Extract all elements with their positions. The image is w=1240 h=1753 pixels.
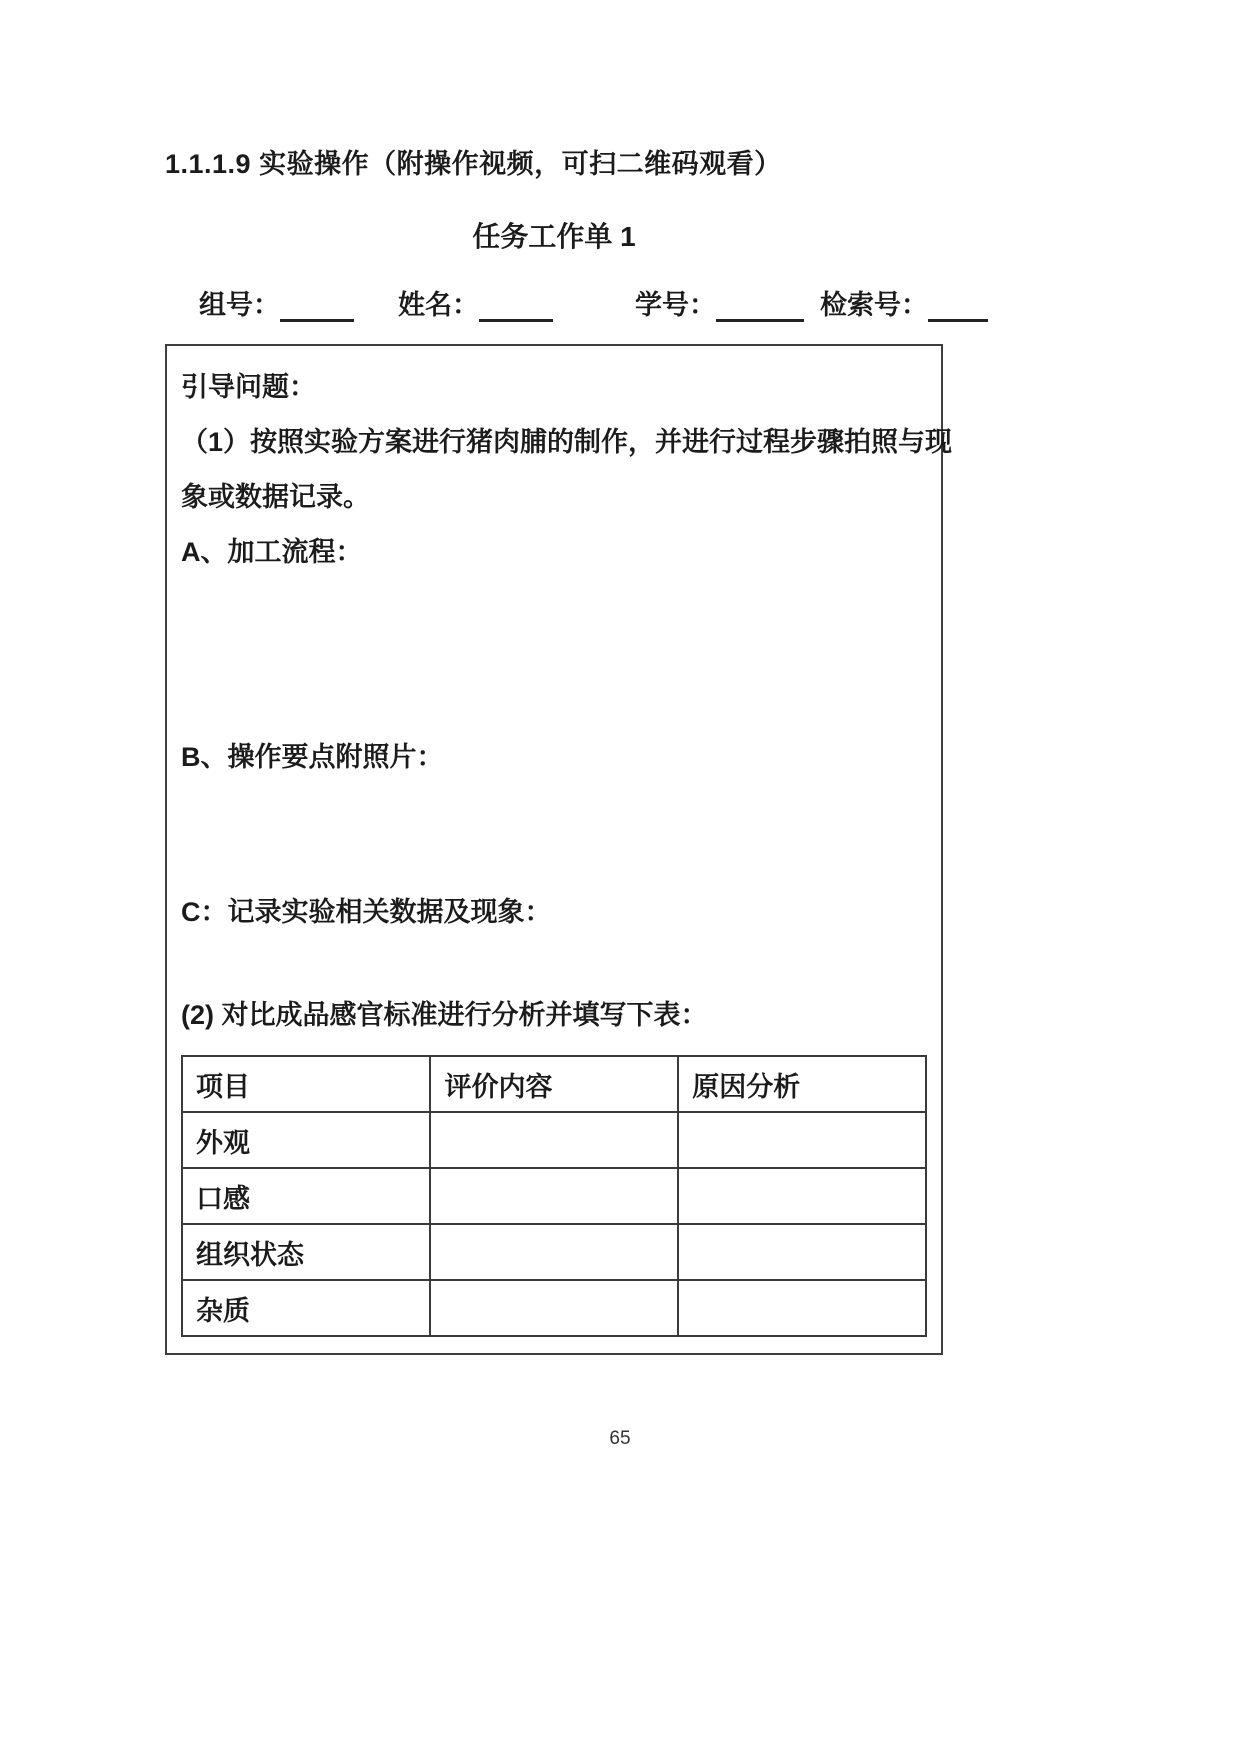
group-number-blank	[280, 294, 354, 322]
table-header-evaluation: 评价内容	[430, 1056, 678, 1112]
section-heading: 1.1.1.9 实验操作（附操作视频，可扫二维码观看）	[165, 149, 782, 179]
guide-questions-label: 引导问题：	[181, 372, 316, 402]
worksheet-title: 任务工作单 1	[472, 221, 636, 252]
field-index-number	[820, 283, 988, 322]
table-cell-empty	[430, 1224, 678, 1280]
info-fields-row	[165, 283, 943, 322]
field-group-number	[199, 283, 398, 322]
index-number-blank	[928, 294, 988, 322]
section-a-answer-space	[181, 580, 927, 730]
guided-questions-box	[165, 344, 953, 1355]
field-label-student-id: 学号：	[635, 290, 716, 320]
evaluation-table	[181, 1055, 927, 1337]
page-number: 65	[609, 1428, 631, 1449]
table-cell-empty	[678, 1168, 926, 1224]
table-row-label: 杂质	[182, 1280, 430, 1336]
field-label-index-number: 检索号：	[820, 290, 928, 320]
question-1-line-2: 象或数据记录。	[181, 482, 370, 512]
section-c-label: C：记录实验相关数据及现象：	[181, 897, 552, 927]
table-row	[182, 1112, 926, 1168]
question-1-line-1: （1）按照实验方案进行猪肉脯的制作，并进行过程步骤拍照与现	[181, 427, 953, 457]
table-header-reason: 原因分析	[678, 1056, 926, 1112]
table-row	[182, 1280, 926, 1336]
field-name	[398, 283, 635, 322]
table-row	[182, 1224, 926, 1280]
table-cell-empty	[678, 1224, 926, 1280]
name-blank	[479, 294, 553, 322]
table-header-row	[182, 1056, 926, 1112]
section-b-answer-space	[181, 785, 927, 885]
document-content	[165, 142, 953, 1355]
section-b-label: B、操作要点附照片：	[181, 742, 444, 772]
table-row	[182, 1168, 926, 1224]
section-c-answer-space	[181, 940, 927, 988]
table-row-label: 外观	[182, 1112, 430, 1168]
field-label-group-number: 组号：	[199, 290, 280, 320]
table-cell-empty	[678, 1280, 926, 1336]
table-header-item: 项目	[182, 1056, 430, 1112]
field-label-name: 姓名：	[398, 290, 479, 320]
table-row-label: 组织状态	[182, 1224, 430, 1280]
question-2-text: (2) 对比成品感官标准进行分析并填写下表：	[181, 1000, 708, 1030]
table-row-label: 口感	[182, 1168, 430, 1224]
field-student-id	[635, 283, 820, 322]
table-cell-empty	[430, 1168, 678, 1224]
table-cell-empty	[678, 1112, 926, 1168]
table-cell-empty	[430, 1280, 678, 1336]
section-a-label: A、加工流程：	[181, 537, 363, 567]
student-id-blank	[716, 294, 804, 322]
table-cell-empty	[430, 1112, 678, 1168]
